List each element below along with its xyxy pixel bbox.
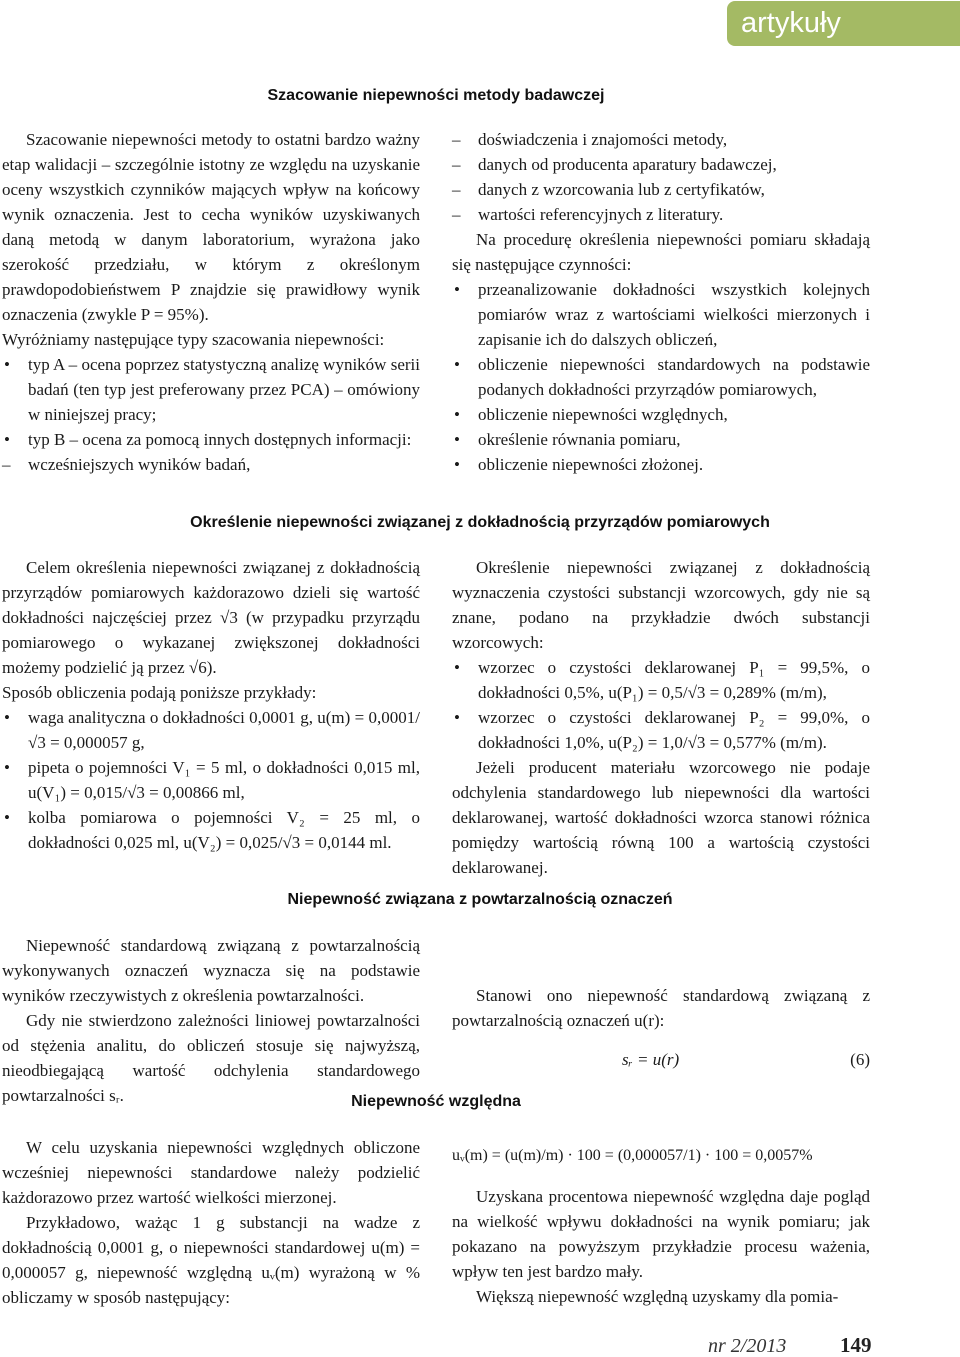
s4-left-column xyxy=(2,1135,420,1310)
equation-relative: uᵥ(m) = (u(m)/m) · 100 = (0,000057/1) · 100 = 0,0057% xyxy=(452,1147,813,1164)
paragraph: Gdy nie stwierdzono zależności liniowej powtarzalności od stężenia analitu, do obliczeń stosuje się najwyższą, nieodbiegającą wartość odchylenia standardowego powtarzalności sᵣ. xyxy=(2,1011,420,1105)
s1-right-column xyxy=(452,127,870,477)
paragraph: Jeżeli producent materiału wzorcowego nie podaje odchylenia standardowego lub niepewności dla wartości deklarowanej, wartość dokładności wzorca stanowi różnica pomiędzy wartością równą 100 a wartością czystości deklarowanej. xyxy=(452,758,870,877)
section-heading-repeatability: Niepewność związana z powtarzalnością oznaczeń xyxy=(287,891,673,908)
s1-left-column xyxy=(2,127,420,477)
s2-left-column xyxy=(2,555,420,855)
section-heading-relative-uncertainty xyxy=(0,1092,960,1112)
paragraph: Uzyskana procentowa niepewność względna daje pogląd na wielkość wpływu dokładności na wynik pomiaru; jak pokazano na powyższym przykładzie procesu ważenia, wpływ ten jest bardzo mały. xyxy=(452,1187,870,1281)
s2-right-column xyxy=(452,555,870,880)
page-number: 149 xyxy=(840,1333,872,1357)
list-item: – wartości referencyjnych z literatury. xyxy=(452,202,870,227)
list-item: • pipeta o pojemności V₁ = 5 ml, o dokładności 0,015 ml, u(V₁) = 0,015/√3 = 0,00866 ml, xyxy=(2,755,420,805)
bullet-list xyxy=(2,352,420,452)
section-heading-instrument-accuracy: Określenie niepewności związanej z dokładnością przyrządów pomiarowych xyxy=(190,514,770,531)
equation-text: sᵣ = u(r) xyxy=(622,1050,680,1069)
list-item: • kolba pomiarowa o pojemności V₂ = 25 ml, o dokładności 0,025 ml, u(V₂) = 0,025/√3 = 0,0144 ml. xyxy=(2,805,420,855)
list-item: – doświadczenia i znajomości metody, xyxy=(452,127,870,152)
list-item: • waga analityczna o dokładności 0,0001 g, u(m) = 0,0001/√3 = 0,000057 g, xyxy=(2,705,420,755)
issue-number: nr 2/2013 xyxy=(708,1335,787,1357)
section-heading-uncertainty xyxy=(0,86,960,106)
list-item: • wzorzec o czystości deklarowanej P₂ = 99,0%, o dokładności 1,0%, u(P₂) = 1,0/√3 = 0,577% (m/m). xyxy=(452,705,870,755)
paragraph: Szacowanie niepewności metody to ostatni bardzo ważny etap walidacji – szczególnie istotny ze względu na uzyskanie oceny wszystkich czynników mających wpływ na końcowy wynik oznaczenia. Jest to cecha wyników uzyskiwanych daną metodą w danym laboratorium, wyrażona jako szerokość przedziału, w którym z określonym prawdopodobieństwem P znajdzie się prawidłowy wynik oznaczenia (zwykle P = 95%). xyxy=(2,130,420,324)
equation-number: (6) xyxy=(850,1050,870,1069)
bullet-list xyxy=(452,277,870,477)
paragraph: Niepewność standardową związaną z powtarzalnością wykonywanych oznaczeń wyznacza się na podstawie wyników rzeczywistych z określenia powtarzalności. xyxy=(2,936,420,1005)
list-item: • określenie równania pomiaru, xyxy=(452,427,870,452)
s4-right-column xyxy=(452,1143,870,1309)
paragraph: Stanowi ono niepewność standardową związaną z powtarzalnością oznaczeń u(r): xyxy=(452,986,870,1030)
dash-list xyxy=(452,127,870,227)
dash-list xyxy=(2,452,420,477)
list-item: • obliczenie niepewności względnych, xyxy=(452,402,870,427)
list-item: – wcześniejszych wyników badań, xyxy=(2,452,420,477)
section-tab: artykuły xyxy=(727,1,960,46)
paragraph: Na procedurę określenia niepewności pomiaru składają się następujące czynności: xyxy=(452,230,870,274)
heading-text: Szacowanie niepewności metody badawczej xyxy=(267,87,605,104)
equation-6 xyxy=(452,1047,870,1072)
list-item: • typ B – ocena za pomocą innych dostępnych informacji: xyxy=(2,427,420,452)
paragraph: Wyróżniamy następujące typy szacowania niepewności: xyxy=(2,330,385,349)
paragraph: Większą niepewność względną uzyskamy dla pomia- xyxy=(476,1287,839,1306)
list-item: • typ A – ocena poprzez statystyczną analizę wyników serii badań (ten typ jest preferowany przez PCA) – omówiony w niniejszej pracy; xyxy=(2,352,420,427)
paragraph: W celu uzyskania niepewności względnych obliczone wcześniej niepewności standardowe należy podzielić każdorazowo przez wartość wielkości mierzonej. xyxy=(2,1138,420,1207)
list-item: – danych od producenta aparatury badawczej, xyxy=(452,152,870,177)
list-item: • wzorzec o czystości deklarowanej P₁ = 99,5%, o dokładności 0,5%, u(P₁) = 0,5/√3 = 0,289% (m/m), xyxy=(452,655,870,705)
list-item: • obliczenie niepewności złożonej. xyxy=(452,452,870,477)
s3-left-column xyxy=(2,933,420,1108)
bullet-list xyxy=(2,705,420,855)
paragraph: Sposób obliczenia podają poniższe przykłady: xyxy=(2,683,317,702)
list-item: • przeanalizowanie dokładności wszystkich kolejnych pomiarów wraz z wartościami wielkości mierzonych i zapisanie ich do dalszych obliczeń, xyxy=(452,277,870,352)
paragraph: Określenie niepewności związanej z dokładnością wyznaczenia czystości substancji wzorcowych, gdy nie są znane, podano na przykładzie dwóch substancji wzorcowych: xyxy=(452,558,870,652)
paragraph: Przykładowo, ważąc 1 g substancji na wadze z dokładnością 0,0001 g, o niepewności standardowej u(m) = 0,000057 g, niepewność względną uᵥ(m) wyrażoną w % obliczamy w sposób następujący: xyxy=(2,1213,420,1307)
s3-right-column xyxy=(452,983,870,1072)
heading-text: Niepewność względna xyxy=(351,1093,521,1110)
paragraph: Celem określenia niepewności związanej z dokładnością przyrządów pomiarowych każdorazowo dzieli się wartość dokładności najczęściej przez √3 (w przypadku przyrządu pomiarowego o wykazanej zwiększonej dokładności możemy podzielić ją przez √6). xyxy=(2,558,420,677)
list-item: • obliczenie niepewności standardowych na podstawie podanych dokładności przyrządów pomiarowych, xyxy=(452,352,870,402)
list-item: – danych z wzorcowania lub z certyfikatów, xyxy=(452,177,870,202)
bullet-list xyxy=(452,655,870,755)
